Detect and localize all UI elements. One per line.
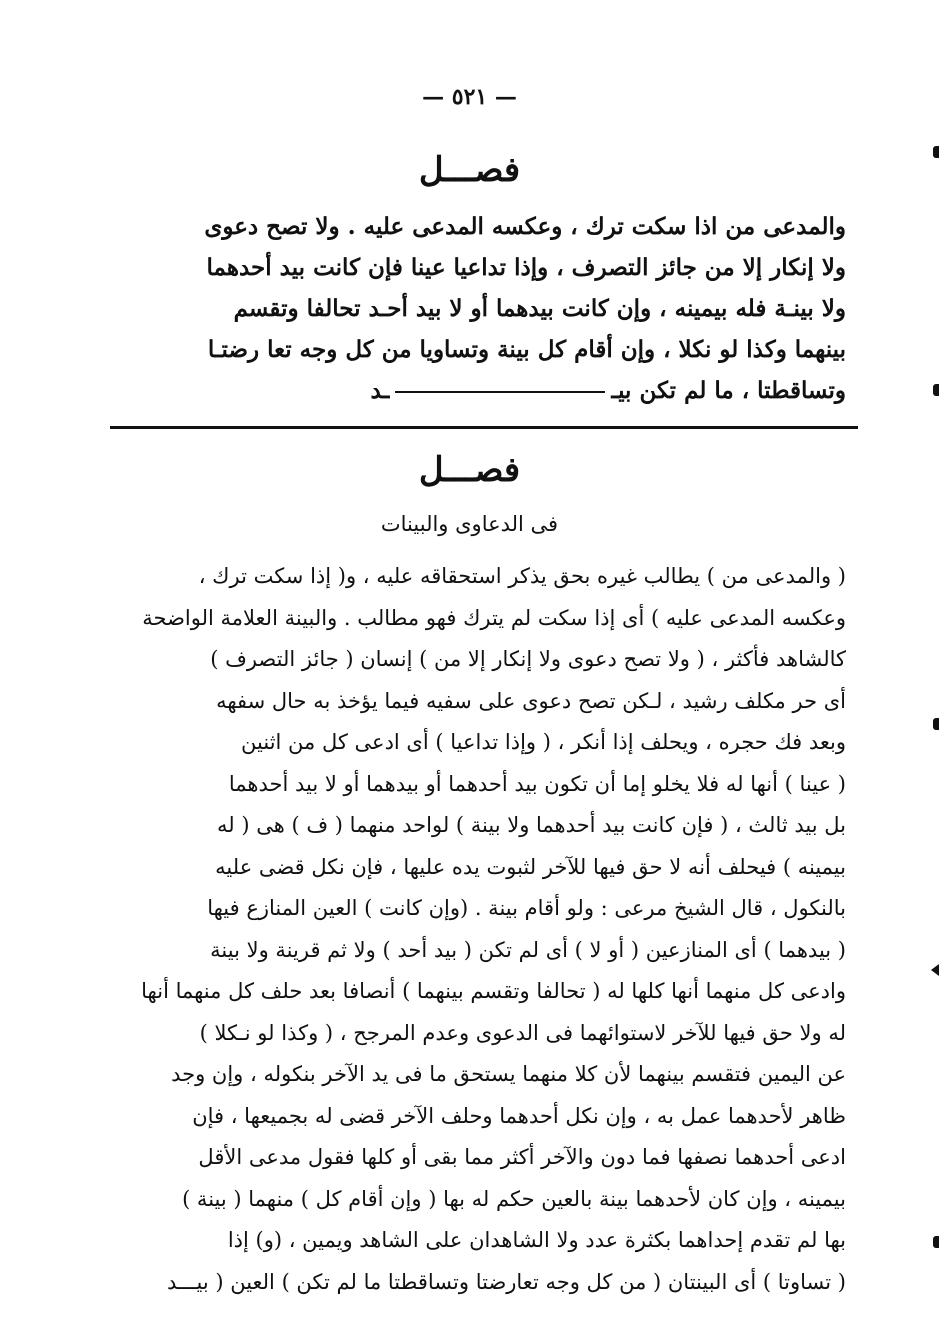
kashida-line [395,391,605,393]
sharh-text [118,556,846,1303]
matn-line: والمدعى من اذا سكت ترك ، وعكسه المدعى عليه . ولا تصح دعوى [204,213,846,240]
sharh-line: ادعى أحدهما نصفها فما دون والآخر أكثر مما بقى أو كلها فقول مدعى الأقل [198,1145,846,1169]
sharh-line: ( عينا ) أنها له فلا يخلو إما أن تكون بيد أحدهما أو بيدهما أو لا بيد أحدهما [228,771,846,796]
sharh-line: بيمينه ) فيحلف أنه لا حق فيها للآخر لثبوت يده عليها ، فإن نكل قضى عليه [215,854,846,879]
sharh-line: كالشاهد فأكثر ، ( ولا تصح دعوى ولا إنكار إلا من ) إنسان ( جائز التصرف ) [210,647,846,671]
scan-edge-mark [933,718,939,730]
page-number: — ٥٢١ — [422,84,517,110]
sharh-line: بها لم تقدم إحداهما بكثرة عدد ولا الشاهدان على الشاهد ويمين ، (و) إذا [227,1228,846,1252]
matn-line: بينهما وكذا لو نكلا ، وإن أقام كل بينة وتساويا من كل وجه تعا رضتـا [207,336,846,363]
sharh-line: وادعى كل منهما أنها كلها له ( تحالفا وتقسم بينهما ) أنصافا بعد حلف كل منهما أنها [141,979,846,1003]
matn-heading: فصـــل [418,150,521,190]
sharh-heading: فصـــل [418,450,521,490]
sharh-line: ظاهر لأحدهما عمل به ، وإن نكل أحدهما وحلف الآخر قضى له بجميعها ، فإن [192,1103,846,1128]
sharh-line: عن اليمين فتقسم بينهما لأن كلا منهما يستحق ما فى يد الآخر بنكوله ، وإن وجد [171,1062,846,1086]
sharh-line: ( تساوتا ) أى البينتان ( من كل وجه تعارضتا وتساقطتا ما لم تكن ) العين ( بيـــد [167,1269,846,1294]
sharh-line: بالنكول ، قال الشيخ مرعى : ولو أقام بينة . (وإن كانت ) العين المنازع فيها [207,896,846,920]
sharh-line: ( والمدعى من ) يطالب غيره بحق يذكر استحقاقه عليه ، و( إذا سكت ترك ، [198,564,846,588]
scan-edge-mark [933,384,939,396]
sharh-line: وعكسه المدعى عليه ) أى إذا سكت لم يترك فهو مطالب . والبينة العلامة الواضحة [142,605,846,630]
sharh-line: بل بيد ثالث ، ( فإن كانت بيد أحدهما ولا بينة ) لواحد منهما ( ف ) هى ( له [217,813,846,837]
sharh-subheading: فى الدعاوى والبينات [380,512,559,536]
matn-line: ولا بينـة فله بيمينه ، وإن كانت بيدهما أو لا بيد أحـد تحالفا وتقسم [233,295,846,322]
sharh-line: أى حر مكلف رشيد ، لـكن تصح دعوى على سفيه فيما يؤخذ به حال سفهه [216,688,846,713]
matn-last-line-start: وتساقطتا ، ما لم تكن بيـ [611,377,846,404]
section-divider [110,426,858,429]
sharh-line: ( بيدهما ) أى المنازعين ( أو لا ) أى لم تكن ( بيد أحد ) ولا ثم قرينة ولا بينة [210,937,846,962]
scan-edge-mark [933,1236,939,1248]
sharh-line: بيمينه ، وإن كان لأحدهما بينة بالعين حكم له بها ( وإن أقام كل ) منهما ( بينة ) [182,1186,846,1211]
matn-line: ولا إنكار إلا من جائز التصرف ، وإذا تداعيا عينا فإن كانت بيد أحدهما [206,254,846,281]
scan-edge-mark [931,964,939,976]
scan-edge-mark [933,146,939,158]
matn-text [118,206,846,411]
matn-last-line [118,370,846,411]
sharh-line: وبعد فك حجره ، ويحلف إذا أنكر ، ( وإذا تداعيا ) أى ادعى كل من اثنين [241,730,846,754]
sharh-line: له ولا حق فيها للآخر لاستوائهما فى الدعوى وعدم المرجح ، ( وكذا لو نـكلا ) [199,1020,846,1045]
matn-last-line-end: ـد [370,377,390,404]
